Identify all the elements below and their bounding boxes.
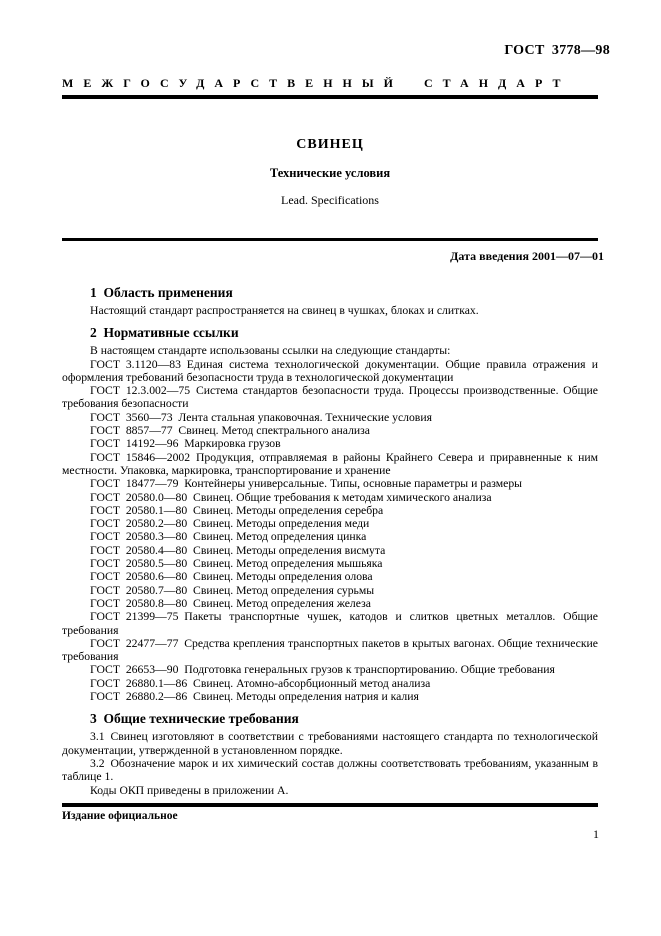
- paragraph: Коды ОКП приведены в приложении А.: [90, 783, 289, 797]
- reference-item: ГОСТ 26653—90 Подготовка генеральных грузов к транспортированию. Общие требования: [90, 663, 555, 677]
- effective-date: Дата введения 2001—07—01: [450, 249, 604, 263]
- reference-item: ГОСТ 20580.5—80 Свинец. Метод определения мышьяка: [90, 557, 383, 571]
- reference-item: ГОСТ 20580.0—80 Свинец. Общие требования к методам химического анализа: [90, 490, 492, 504]
- reference-item: ГОСТ 20580.6—80 Свинец. Методы определения олова: [90, 570, 373, 584]
- standard-type-banner: МЕЖГОСУДАРСТВЕННЫЙ СТАНДАРТ: [62, 76, 571, 90]
- reference-item: ГОСТ 12.3.002—75 Система стандартов безопасности труда. Процессы производственные. Общие требования безопасности: [62, 384, 598, 411]
- edition-note: Издание официальное: [62, 810, 178, 822]
- title-separator-rule: [62, 238, 598, 241]
- reference-item: ГОСТ 21399—75 Пакеты транспортные чушек, катодов и слитков цветных металлов. Общие требования: [62, 610, 598, 637]
- reference-item: ГОСТ 20580.8—80 Свинец. Метод определения железа: [90, 596, 371, 610]
- page-number: 1: [593, 827, 599, 841]
- section-3-heading: 3 Общие технические требования: [90, 711, 299, 727]
- section-2-heading: 2 Нормативные ссылки: [90, 325, 239, 341]
- reference-item: ГОСТ 15846—2002 Продукция, отправляемая в районы Крайнего Севера и приравненные к ним местности. Упаковка, маркировка, транспортирование и хранение: [62, 450, 598, 477]
- doc-code: ГОСТ 3778—98: [504, 43, 610, 58]
- reference-item: ГОСТ 18477—79 Контейнеры универсальные. Типы, основные параметры и размеры: [90, 477, 523, 491]
- title-block: [62, 137, 598, 208]
- reference-item: ГОСТ 20580.3—80 Свинец. Метод определения цинка: [90, 530, 367, 544]
- header-rule: [62, 95, 598, 99]
- reference-item: ГОСТ 22477—77 Средства крепления транспортных пакетов в крытых вагонах. Общие технические требования: [62, 636, 598, 664]
- reference-item: ГОСТ 20580.7—80 Свинец. Метод определения сурьмы: [90, 583, 375, 597]
- document-body: [62, 277, 598, 797]
- reference-item: ГОСТ 3.1120—83 Единая система технологической документации. Общие правила отражения и оформления требований безопасности труда в технологической документации: [62, 357, 598, 384]
- section-3-paragraphs: [62, 730, 598, 796]
- paragraph: 3.1 Свинец изготовляют в соответствии с требованиями настоящего стандарта по технологической документации, утвержденной в установленном порядке.: [62, 730, 598, 757]
- section-1-heading: 1 Область применения: [90, 285, 233, 300]
- document-subtitle: Технические условия: [269, 166, 391, 180]
- section-2-intro: В настоящем стандарте использованы ссылки на следующие стандарты:: [90, 344, 451, 358]
- references-list: [62, 358, 598, 704]
- reference-item: ГОСТ 20580.1—80 Свинец. Методы определения серебра: [90, 503, 384, 517]
- footer-rule: [62, 803, 598, 807]
- reference-item: ГОСТ 14192—96 Маркировка грузов: [90, 437, 281, 451]
- document-title: СВИНЕЦ: [296, 137, 364, 152]
- document-subtitle-english: Lead. Specifications: [281, 193, 379, 207]
- reference-item: ГОСТ 3560—73 Лента стальная упаковочная. Технические условия: [90, 410, 432, 424]
- paragraph: 3.2 Обозначение марок и их химический состав должны соответствовать требованиям, указанным в таблице 1.: [62, 756, 598, 784]
- reference-item: ГОСТ 8857—77 Свинец. Метод спектрального анализа: [90, 424, 370, 438]
- reference-item: ГОСТ 26880.1—86 Свинец. Атомно-абсорбционный метод анализа: [90, 676, 431, 690]
- reference-item: ГОСТ 20580.2—80 Свинец. Методы определения меди: [90, 517, 370, 531]
- reference-item: ГОСТ 20580.4—80 Свинец. Методы определения висмута: [90, 543, 386, 557]
- reference-item: ГОСТ 26880.2—86 Свинец. Методы определения натрия и калия: [90, 690, 419, 704]
- section-1-paragraph: Настоящий стандарт распространяется на свинец в чушках, блоках и слитках.: [90, 304, 479, 317]
